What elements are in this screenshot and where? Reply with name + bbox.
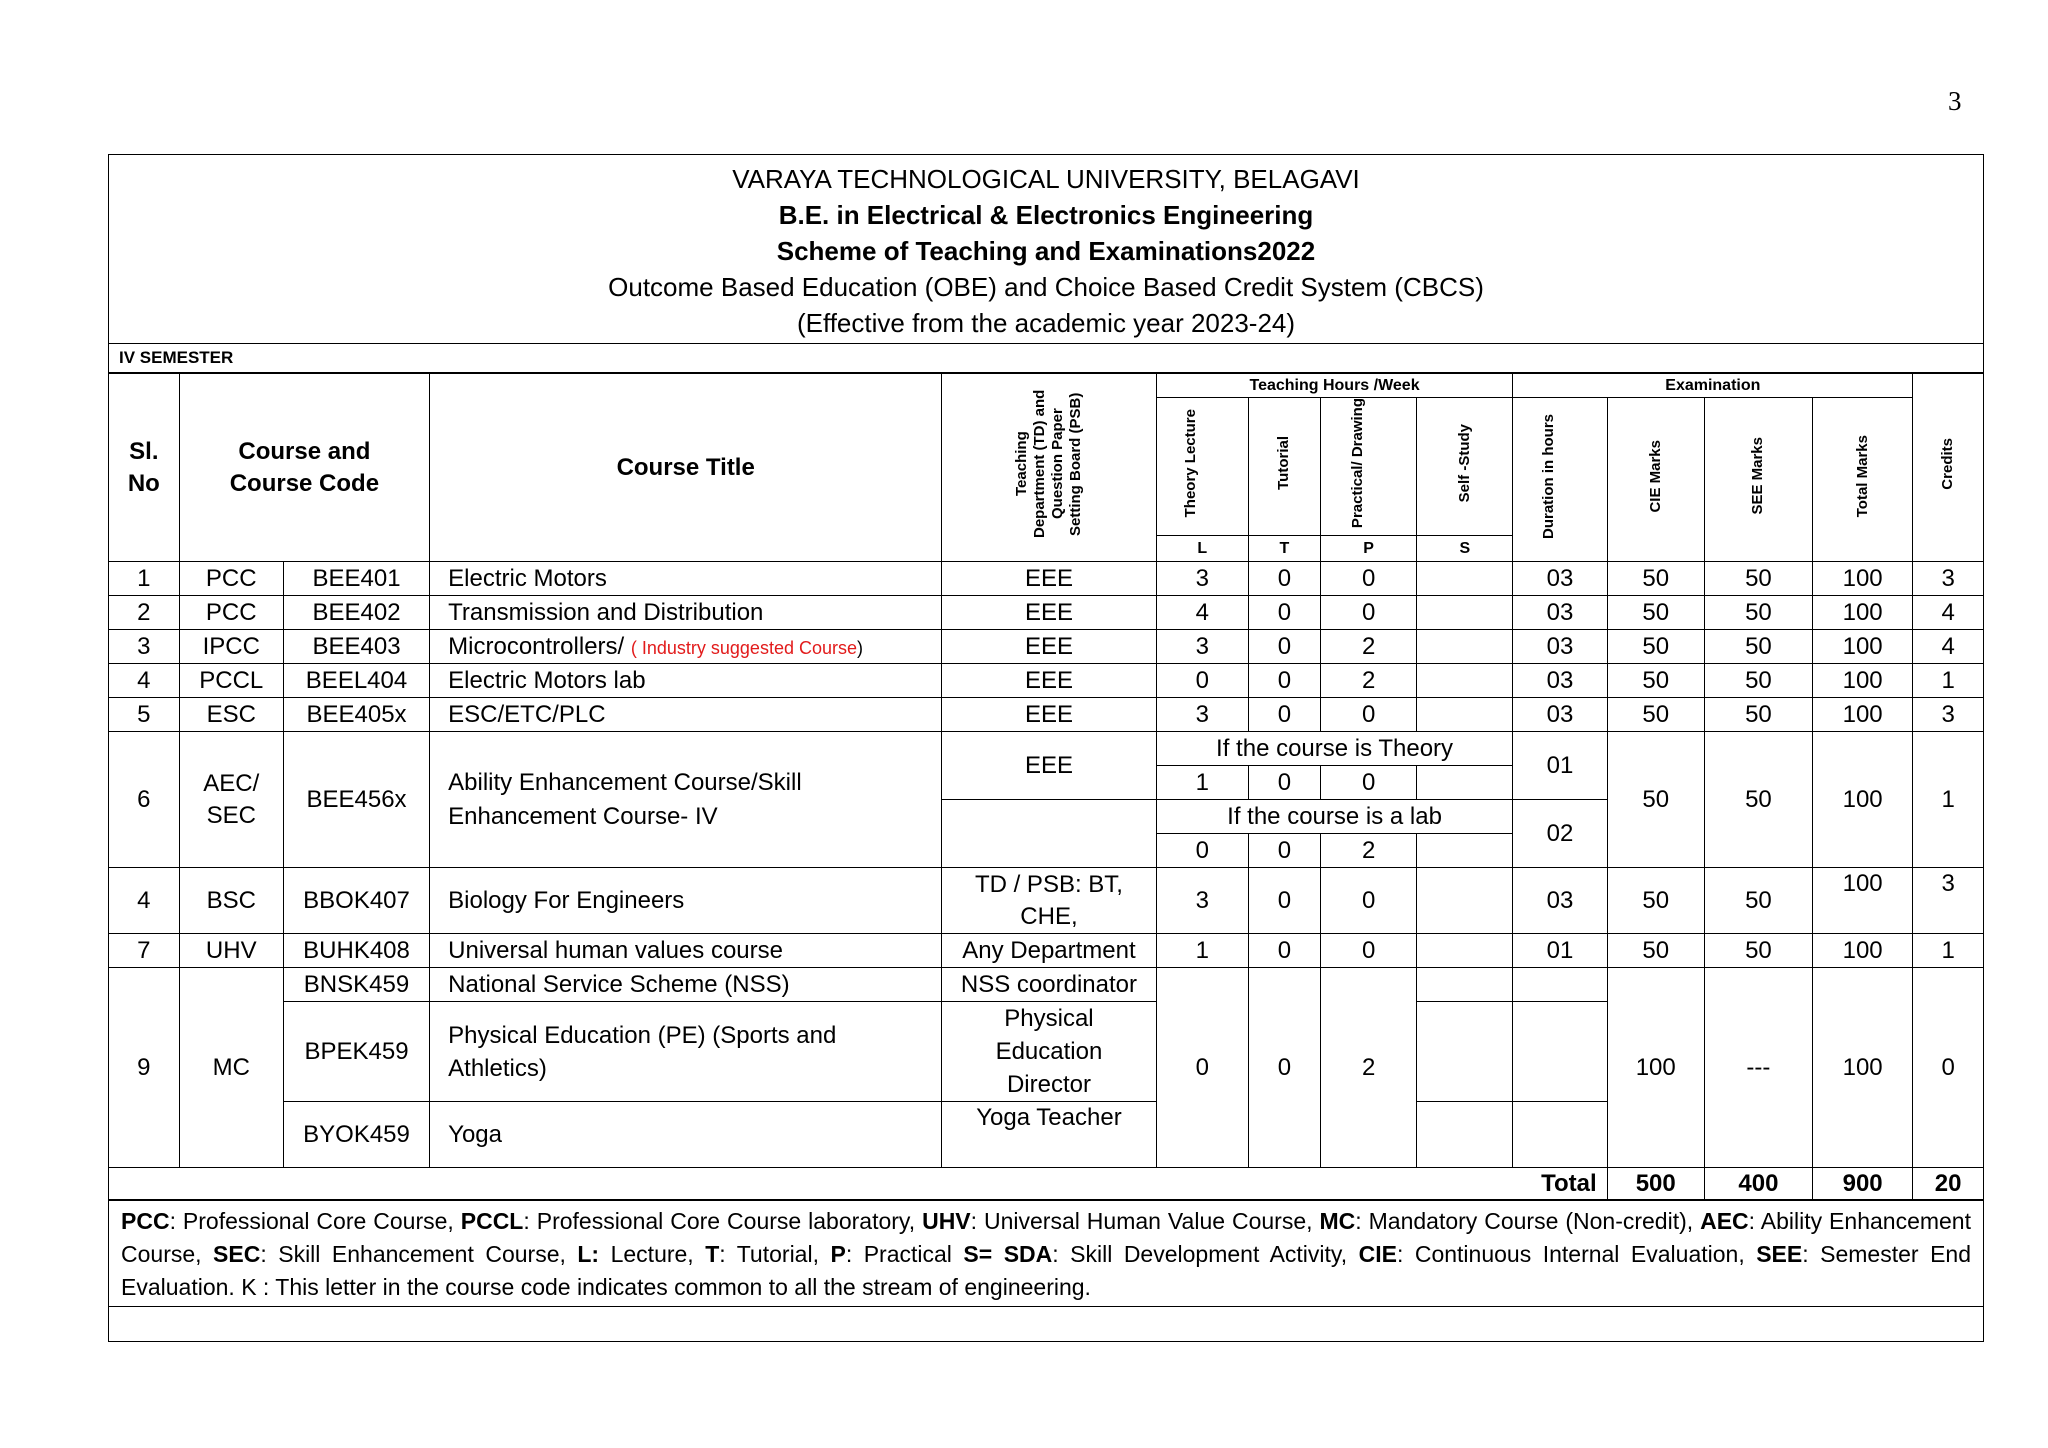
cell-code: BYOK459: [283, 1102, 429, 1168]
total-marks: 900: [1813, 1168, 1913, 1200]
cell-t: 0: [1248, 664, 1320, 698]
cell-duration: 03: [1513, 664, 1607, 698]
cell-duration: 03: [1513, 562, 1607, 596]
cell-sl: 4: [109, 868, 179, 934]
cell-credits: 4: [1913, 630, 1983, 664]
cell-credits: 4: [1913, 596, 1983, 630]
cell-code: BUHK408: [283, 934, 429, 968]
cell-l: 1: [1156, 934, 1248, 968]
table-row: [109, 934, 1983, 968]
cell-total: 100: [1813, 562, 1913, 596]
cell-l: 4: [1156, 596, 1248, 630]
cell-s: [1417, 596, 1513, 630]
cell-total: 100: [1813, 630, 1913, 664]
cell-p: 0: [1321, 596, 1417, 630]
cell-dept: Yoga Teacher: [942, 1102, 1156, 1168]
effective-line: (Effective from the academic year 2023-24): [796, 308, 1296, 338]
cell-p: 0: [1321, 766, 1417, 800]
cell-dept: EEE: [942, 664, 1156, 698]
header-l: L: [1156, 536, 1248, 562]
cell-title: Physical Education (PE) (Sports and Athletics): [430, 1002, 942, 1102]
cell-t: 0: [1248, 630, 1320, 664]
obe-line: Outcome Based Education (OBE) and Choice Based Credit System (CBCS): [608, 272, 1484, 302]
cell-cie: 50: [1607, 562, 1704, 596]
table-row: [109, 868, 1983, 934]
cell-l: 3: [1156, 868, 1248, 934]
cell-title: Electric Motors lab: [430, 664, 942, 698]
cell-duration: [1513, 968, 1607, 1002]
lab-option-label: If the course is a lab: [1156, 800, 1513, 834]
cell-duration: 01: [1513, 934, 1607, 968]
cell-duration: [1513, 1002, 1607, 1102]
cell-sl: 6: [109, 732, 179, 868]
cell-code: BEEL404: [283, 664, 429, 698]
cell-credits: 0: [1913, 968, 1983, 1168]
header-course-code: Course and Course Code: [179, 374, 430, 562]
cell-cie: 50: [1607, 664, 1704, 698]
cell-l: 3: [1156, 698, 1248, 732]
cell-see: 50: [1704, 934, 1812, 968]
header-s: S: [1417, 536, 1513, 562]
cell-duration: 03: [1513, 698, 1607, 732]
cell-code: BEE402: [283, 596, 429, 630]
cell-total: 100: [1813, 732, 1913, 868]
cell-p: 0: [1321, 868, 1417, 934]
cell-type: AEC/ SEC: [179, 732, 283, 868]
cell-t: 0: [1248, 698, 1320, 732]
header-theory: Theory Lecture: [1156, 398, 1248, 536]
document-header: [109, 155, 1983, 344]
total-see: 400: [1704, 1168, 1812, 1200]
cell-code: BEE456x: [283, 732, 429, 868]
cell-cie: 50: [1607, 596, 1704, 630]
cell-s: [1417, 1102, 1513, 1168]
header-teaching-dept: Teaching Department (TD) and Question Paper Setting Board (PSB): [942, 374, 1156, 562]
semester-label: IV SEMESTER: [109, 344, 1983, 373]
cell-cie: 50: [1607, 934, 1704, 968]
cell-duration: 03: [1513, 630, 1607, 664]
header-duration: Duration in hours: [1513, 398, 1607, 562]
cell-p: 2: [1321, 834, 1417, 868]
cell-see: 50: [1704, 698, 1812, 732]
cell-type: PCCL: [179, 664, 283, 698]
cell-dept: EEE: [942, 698, 1156, 732]
cell-cie: 50: [1607, 868, 1704, 934]
cell-see: 50: [1704, 562, 1812, 596]
cell-s: [1417, 766, 1513, 800]
cell-s: [1417, 834, 1513, 868]
header-self-study: Self -Study: [1417, 398, 1513, 536]
cell-title: Biology For Engineers: [430, 868, 942, 934]
header-see: SEE Marks: [1704, 398, 1812, 562]
cell-t: 0: [1248, 968, 1320, 1168]
cell-code: BBOK407: [283, 868, 429, 934]
cell-cie: 50: [1607, 630, 1704, 664]
cell-p: 2: [1321, 664, 1417, 698]
header-examination: Examination: [1513, 374, 1913, 398]
cell-see: 50: [1704, 630, 1812, 664]
cell-s: [1417, 664, 1513, 698]
cell-title: Transmission and Distribution: [430, 596, 942, 630]
cell-total: 100: [1813, 698, 1913, 732]
cell-duration-lab: 02: [1513, 800, 1607, 868]
header-course-title: Course Title: [430, 374, 942, 562]
cell-type: BSC: [179, 868, 283, 934]
cell-cie: 50: [1607, 732, 1704, 868]
cell-cie: 100: [1607, 968, 1704, 1168]
cell-p: 0: [1321, 934, 1417, 968]
cell-s: [1417, 562, 1513, 596]
cell-l: 3: [1156, 562, 1248, 596]
cell-l: 1: [1156, 766, 1248, 800]
cell-see: 50: [1704, 868, 1812, 934]
cell-type: UHV: [179, 934, 283, 968]
cell-dept-empty: [942, 800, 1156, 868]
totals-row: [109, 1168, 1983, 1200]
cell-duration: 03: [1513, 596, 1607, 630]
cell-dept: Physical Education Director: [942, 1002, 1156, 1102]
cell-p: 0: [1321, 698, 1417, 732]
table-row: [109, 630, 1983, 664]
cell-total: 100: [1813, 868, 1913, 934]
cell-type: ESC: [179, 698, 283, 732]
cell-p: 2: [1321, 968, 1417, 1168]
cell-type: PCC: [179, 596, 283, 630]
cell-credits: 1: [1913, 732, 1983, 868]
cell-sl: 9: [109, 968, 179, 1168]
cell-dept: EEE: [942, 596, 1156, 630]
cell-duration: [1513, 1102, 1607, 1168]
cell-credits: 3: [1913, 868, 1983, 934]
scheme-document: [108, 154, 1984, 1342]
cell-dept: Any Department: [942, 934, 1156, 968]
table-row: [109, 562, 1983, 596]
scheme-title: Scheme of Teaching and Examinations2022: [776, 236, 1316, 266]
program-title: B.E. in Electrical & Electronics Engineering: [778, 200, 1314, 230]
cell-code: BPEK459: [283, 1002, 429, 1102]
university-name: VARAYA TECHNOLOGICAL UNIVERSITY, BELAGAVI: [732, 164, 1360, 194]
cell-t: 0: [1248, 562, 1320, 596]
cell-dept: EEE: [942, 562, 1156, 596]
cell-title: Microcontrollers/ ( Industry suggested Course): [430, 630, 942, 664]
table-row: [109, 698, 1983, 732]
cell-dept: NSS coordinator: [942, 968, 1156, 1002]
cell-sl: 2: [109, 596, 179, 630]
header-p: P: [1321, 536, 1417, 562]
cell-total: 100: [1813, 596, 1913, 630]
cell-duration: 03: [1513, 868, 1607, 934]
cell-title: National Service Scheme (NSS): [430, 968, 942, 1002]
cell-s: [1417, 934, 1513, 968]
table-row-aec: [109, 732, 1983, 766]
cell-dept: TD / PSB: BT, CHE,: [942, 868, 1156, 934]
legend: PCC: Professional Core Course, PCCL: Professional Core Course laboratory, UHV: Universal Human Value Course, MC: Mandatory Course (Non-credit), AEC: Ability Enhancement Course, SEC: Skill Enhancement Course, L: Lecture, T: Tutorial, P: Practical S= SDA: Skill Development Activity, CIE: Continuous Internal Evaluation, SEE: Semester End Evaluation. K : This letter in the course code indicates common to all the stream of engineering.: [109, 1200, 1983, 1306]
cell-sl: 3: [109, 630, 179, 664]
cell-l: 0: [1156, 664, 1248, 698]
table-row: [109, 596, 1983, 630]
table-row: [109, 664, 1983, 698]
cell-see: 50: [1704, 664, 1812, 698]
cell-duration-theory: 01: [1513, 732, 1607, 800]
cell-credits: 1: [1913, 664, 1983, 698]
total-cie: 500: [1607, 1168, 1704, 1200]
cell-t: 0: [1248, 868, 1320, 934]
cell-see: ---: [1704, 968, 1812, 1168]
cell-p: 0: [1321, 562, 1417, 596]
cell-t: 0: [1248, 834, 1320, 868]
cell-s: [1417, 630, 1513, 664]
cell-code: BEE403: [283, 630, 429, 664]
cell-l: 0: [1156, 968, 1248, 1168]
blank-footer-row: [109, 1306, 1983, 1341]
cell-s: [1417, 1002, 1513, 1102]
cell-t: 0: [1248, 766, 1320, 800]
cell-s: [1417, 698, 1513, 732]
cell-title: Universal human values course: [430, 934, 942, 968]
cell-total: 100: [1813, 968, 1913, 1168]
header-tutorial: Tutorial: [1248, 398, 1320, 536]
cell-total: 100: [1813, 934, 1913, 968]
cell-total: 100: [1813, 664, 1913, 698]
header-cie: CIE Marks: [1607, 398, 1704, 562]
cell-code: BEE405x: [283, 698, 429, 732]
table-row-mc: [109, 968, 1983, 1002]
cell-l: 3: [1156, 630, 1248, 664]
cell-type: MC: [179, 968, 283, 1168]
industry-note: ( Industry suggested Course: [630, 637, 857, 658]
cell-dept: EEE: [942, 630, 1156, 664]
cell-credits: 1: [1913, 934, 1983, 968]
cell-l: 0: [1156, 834, 1248, 868]
cell-title: Yoga: [430, 1102, 942, 1168]
theory-option-label: If the course is Theory: [1156, 732, 1513, 766]
header-total: Total Marks: [1813, 398, 1913, 562]
cell-s: [1417, 968, 1513, 1002]
total-credits: 20: [1913, 1168, 1983, 1200]
cell-sl: 5: [109, 698, 179, 732]
header-sl-no: Sl. No: [109, 374, 179, 562]
header-practical: Practical/ Drawing: [1321, 398, 1417, 536]
course-table: [109, 373, 1983, 1200]
cell-type: PCC: [179, 562, 283, 596]
cell-see: 50: [1704, 732, 1812, 868]
cell-s: [1417, 868, 1513, 934]
cell-credits: 3: [1913, 562, 1983, 596]
cell-title: Electric Motors: [430, 562, 942, 596]
cell-code: BEE401: [283, 562, 429, 596]
cell-sl: 1: [109, 562, 179, 596]
totals-label: Total: [109, 1168, 1607, 1200]
cell-title: Ability Enhancement Course/Skill Enhancement Course- IV: [430, 732, 942, 868]
cell-dept: EEE: [942, 732, 1156, 800]
header-teaching-hours: Teaching Hours /Week: [1156, 374, 1513, 398]
cell-t: 0: [1248, 934, 1320, 968]
cell-sl: 4: [109, 664, 179, 698]
cell-title: ESC/ETC/PLC: [430, 698, 942, 732]
cell-sl: 7: [109, 934, 179, 968]
cell-credits: 3: [1913, 698, 1983, 732]
cell-t: 0: [1248, 596, 1320, 630]
cell-see: 50: [1704, 596, 1812, 630]
cell-p: 2: [1321, 630, 1417, 664]
header-credits: Credits: [1913, 374, 1983, 562]
header-t: T: [1248, 536, 1320, 562]
cell-code: BNSK459: [283, 968, 429, 1002]
cell-type: IPCC: [179, 630, 283, 664]
cell-cie: 50: [1607, 698, 1704, 732]
page-number: 3: [1948, 86, 1962, 116]
